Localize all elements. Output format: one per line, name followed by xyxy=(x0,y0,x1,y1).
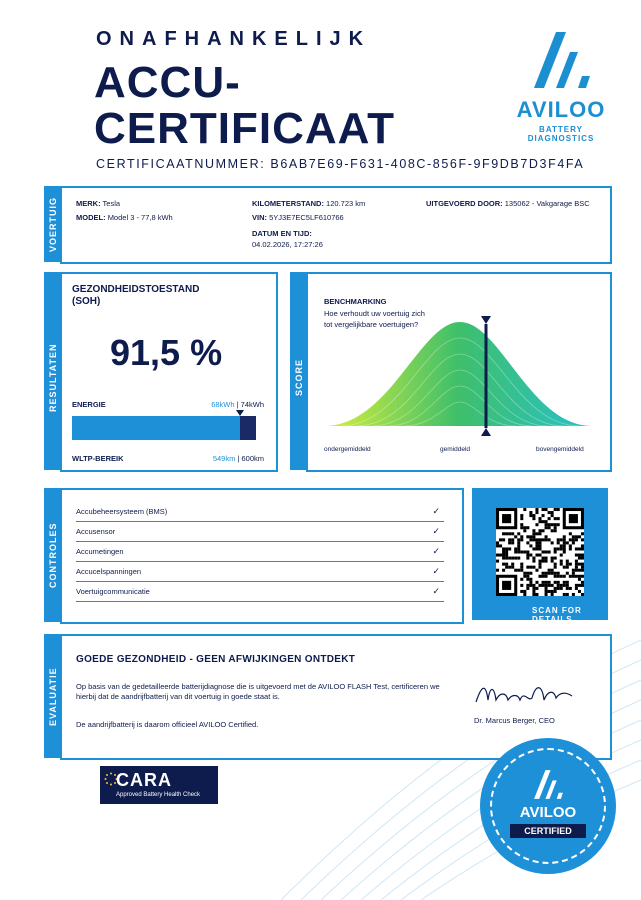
range-values: 549km | 600km xyxy=(212,454,264,463)
vehicle-vin xyxy=(252,212,344,223)
scan-for-details-label: SCAN FOR DETAILS xyxy=(532,606,582,624)
date-label: DATUM EN TIJD: xyxy=(252,229,312,238)
benchmark-title: BENCHMARKING xyxy=(324,297,387,306)
soh-bar-fill xyxy=(72,416,240,440)
tab-vehicle-label: VOERTUIG xyxy=(48,196,58,252)
certificate-number-value: B6AB7E69-F631-408C-856F-9F9DB7D3F4FA xyxy=(270,157,585,171)
checkmark-icon: ✓ xyxy=(432,566,440,576)
soh-section xyxy=(60,272,278,472)
seal-word: AVILOO xyxy=(519,804,577,821)
cara-subtitle: Approved Battery Health Check xyxy=(116,792,201,798)
header-subtitle: ONAFHANKELIJK xyxy=(96,28,372,50)
check-item-label: Accucelspanningen xyxy=(76,567,142,576)
benchmark-question: Hoe verhoudt uw voertuig zich tot vergelijkbare voertuigen? xyxy=(324,309,425,329)
vehicle-make xyxy=(76,198,120,209)
check-item-label: Accumetingen xyxy=(76,547,124,556)
energy-label: ENERGIE xyxy=(72,400,106,409)
tab-results-label: RESULTATEN xyxy=(48,343,58,412)
signature-icon xyxy=(472,680,582,710)
make-value: Tesla xyxy=(102,199,121,208)
benchmark-curve xyxy=(320,314,596,440)
signer-name: Dr. Marcus Berger, CEO xyxy=(474,716,555,725)
check-item xyxy=(76,582,444,602)
odometer-label: KILOMETERSTAND: xyxy=(252,199,324,208)
seal-logo-icon xyxy=(530,768,566,800)
check-item-label: Accusensor xyxy=(76,527,116,536)
model-value: Model 3 - 77,8 kWh xyxy=(107,213,173,222)
check-item-label: Accubeheersysteem (BMS) xyxy=(76,507,168,516)
page-title xyxy=(94,60,395,152)
certified-seal xyxy=(480,738,616,874)
checkmark-icon: ✓ xyxy=(432,506,440,516)
tab-score-label: SCORE xyxy=(294,358,304,396)
performed-by-label: UITGEVOERD DOOR: xyxy=(426,199,503,208)
logo-subtitle: BATTERY DIAGNOSTICS xyxy=(527,125,595,143)
scale-mid-label: gemiddeld xyxy=(440,446,470,453)
title-line-1: ACCU- xyxy=(94,58,241,107)
vehicle-section xyxy=(60,186,612,264)
energy-current: 68kWh xyxy=(211,400,235,409)
certificate-number-label: CERTIFICAATNUMMER: xyxy=(96,157,266,171)
check-item xyxy=(76,562,444,582)
soh-bar-marker-icon xyxy=(236,410,244,416)
certificate-number xyxy=(96,157,584,171)
make-label: MERK: xyxy=(76,199,101,208)
tab-checks-label: CONTROLES xyxy=(48,522,58,588)
odometer-value: 120.723 km xyxy=(326,199,366,208)
energy-total: 74kWh xyxy=(240,400,264,409)
cara-word: CARA xyxy=(116,770,172,790)
range-current: 549km xyxy=(212,454,236,463)
title-line-2: CERTIFICAAT xyxy=(94,104,396,153)
soh-value: 91,5 % xyxy=(110,332,223,373)
score-section xyxy=(306,272,612,472)
vehicle-performed-by xyxy=(426,198,596,209)
evaluation-text-2: De aandrijfbatterij is daarom officieel AVILOO Certified. xyxy=(76,720,259,729)
evaluation-text-1: Op basis van de gedetailleerde batterijdiagnose die is uitgevoerd met de AVILOO FLASH Test, certificeren we hierbij dat de aandrijfbatterij van dit voertuig in goede staat is. xyxy=(76,682,440,701)
vehicle-model xyxy=(76,212,173,223)
check-item xyxy=(76,542,444,562)
check-item-label: Voertuigcommunicatie xyxy=(76,587,150,596)
date-value: 04.02.2026, 17:27:26 xyxy=(252,240,323,249)
checks-section xyxy=(60,488,464,624)
scale-high-label: bovengemiddeld xyxy=(536,446,584,453)
soh-title xyxy=(72,284,199,308)
model-label: MODEL: xyxy=(76,213,106,222)
check-item xyxy=(76,522,444,542)
seal-certified: CERTIFIED xyxy=(510,824,586,838)
checkmark-icon: ✓ xyxy=(432,586,440,596)
check-item xyxy=(76,502,444,522)
aviloo-logo xyxy=(505,28,617,143)
range-label: WLTP-BEREIK xyxy=(72,454,124,463)
soh-bar xyxy=(72,416,256,440)
qr-panel[interactable] xyxy=(472,488,608,624)
scale-low-label: ondergemiddeld xyxy=(324,446,371,453)
checkmark-icon: ✓ xyxy=(432,526,440,536)
checkmark-icon: ✓ xyxy=(432,546,440,556)
performed-by-value: 135062 - Vakgarage BSC xyxy=(504,199,590,208)
vehicle-odometer xyxy=(252,198,365,209)
evaluation-title: GOEDE GEZONDHEID - GEEN AFWIJKINGEN ONTDEKT xyxy=(76,654,356,665)
vin-value: 5YJ3E7EC5LF610766 xyxy=(269,213,344,222)
cara-badge xyxy=(100,766,218,804)
energy-values: 68kWh | 74kWh xyxy=(211,400,264,409)
soh-title-line-2: (SOH) xyxy=(72,296,101,307)
aviloo-logo-icon xyxy=(526,28,596,90)
vehicle-date xyxy=(252,228,323,250)
tab-evaluation-label: EVALUATIE xyxy=(48,667,58,726)
logo-word: AVILOO xyxy=(516,97,606,122)
qr-code-icon[interactable] xyxy=(496,508,584,596)
range-total: 600km xyxy=(241,454,264,463)
soh-title-line-1: GEZONDHEIDSTOESTAND xyxy=(72,284,200,295)
vin-label: VIN: xyxy=(252,213,267,222)
